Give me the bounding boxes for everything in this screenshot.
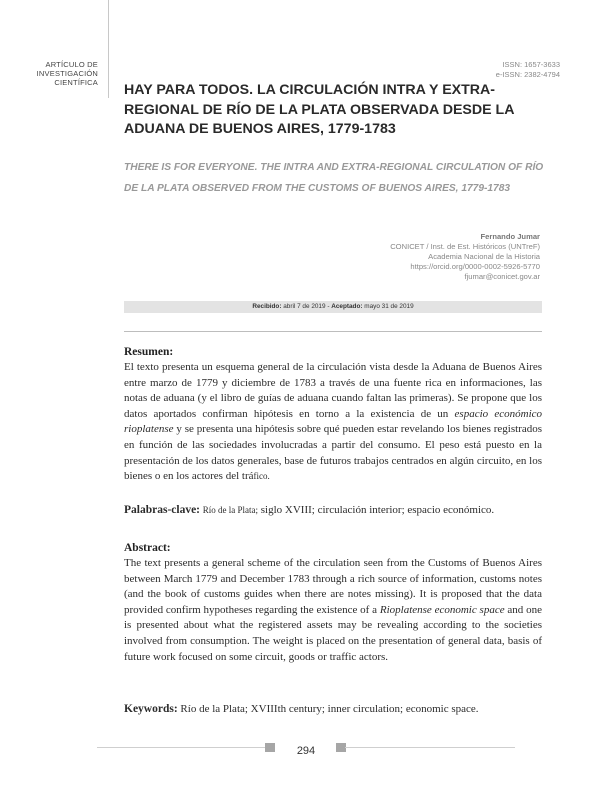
author-affiliation: Academia Nacional de la Historia bbox=[428, 252, 540, 261]
issn-block bbox=[496, 60, 560, 80]
palabras-clave-text: siglo XVIII; circulación interior; espacio económico. bbox=[258, 504, 495, 516]
keywords-label: Keywords: bbox=[124, 703, 178, 715]
author-orcid-link[interactable]: https://orcid.org/0000-0002-5926-5770 bbox=[410, 262, 540, 271]
abstract-heading: Abstract: bbox=[124, 542, 171, 554]
divider-rule bbox=[124, 331, 542, 332]
palabras-clave-first: Río de la Plata; bbox=[202, 505, 259, 515]
resumen-body bbox=[124, 360, 542, 485]
abstract-body bbox=[124, 556, 542, 665]
section-label-line: CIENTÍFICA bbox=[54, 78, 98, 87]
footer-rule-right bbox=[345, 747, 515, 748]
abstract-text: and one is presented about what the registered assets may be revealing according to the societies involved from consumption. The weight is placed on the presentation of general data, basis of future work focused on some circuit, goods or traffic actors. bbox=[124, 603, 542, 663]
author-affiliation: CONICET / Inst. de Est. Históricos (UNTreF) bbox=[390, 242, 540, 251]
resumen-italic-term: espacio económico rioplatense bbox=[124, 407, 543, 436]
received-label: Recibido: bbox=[252, 303, 282, 310]
section-label-line: INVESTIGACIÓN bbox=[36, 69, 98, 78]
footer-square-left bbox=[265, 743, 275, 752]
resumen-text: y se presenta una hipótesis sobre qué pueden estar revelando los bienes registrados en función de las sociedades involucradas a partir del consumo. El peso está puesto en la presentación de los datos generales, base de futuros trabajos centrados en algún circuito, en los bienes o en los actores del trá bbox=[124, 423, 542, 483]
eissn: e-ISSN: 2382-4794 bbox=[495, 70, 560, 79]
dates-separator: - bbox=[325, 303, 332, 310]
keywords-text: Río de la Plata; XVIIIth century; inner circulation; economic space. bbox=[177, 703, 479, 715]
section-label bbox=[8, 60, 98, 87]
abstract-text: The text presents a general scheme of the circulation seen from the Customs of Buenos Aires between March 1779 and December 1783 through a rich source of information, customs notes (and the book of customs guides when there are notes missing). It is proposed that the data provided confirm hypotheses regarding the existence of a bbox=[124, 557, 542, 616]
article-subtitle-english: THERE IS FOR EVERYONE. THE INTRA AND EXTRA-REGIONAL CIRCULATION OF RÍO DE LA PLATA OBSERVED FROM THE CUSTOMS OF BUENOS AIRES, 1779-1783 bbox=[124, 162, 544, 194]
author-block bbox=[390, 232, 540, 282]
footer-rule-left bbox=[97, 747, 267, 748]
resumen-text-end: fico. bbox=[253, 471, 270, 482]
resumen-heading: Resumen: bbox=[124, 346, 174, 358]
abstract-italic-term: Rioplatense economic space bbox=[379, 603, 505, 616]
issn: ISSN: 1657-3633 bbox=[502, 60, 560, 69]
header-vertical-rule bbox=[108, 0, 109, 98]
section-label-line: ARTÍCULO DE bbox=[45, 60, 98, 69]
accepted-label: Aceptado: bbox=[331, 303, 363, 310]
abstract-section bbox=[124, 541, 542, 665]
received-date: abril 7 de 2019 bbox=[283, 303, 326, 310]
dates-bar bbox=[124, 301, 542, 313]
palabras-clave bbox=[124, 503, 542, 518]
palabras-clave-label: Palabras-clave: bbox=[124, 504, 201, 516]
author-name: Fernando Jumar bbox=[480, 232, 540, 241]
accepted-date: mayo 31 de 2019 bbox=[364, 303, 414, 310]
resumen-section bbox=[124, 345, 542, 485]
keywords bbox=[124, 702, 542, 717]
resumen-text: El texto presenta un esquema general de la circulación vista desde la Aduana de Buenos Aires entre marzo de 1779 y diciembre de 1783 a través de una fuente rica en informaciones, las notas de aduana (y el libro de guías de aduana cuando faltan las primeras). Se propone que los datos aportados confirman hipótesis en torno a la existencia de un bbox=[124, 361, 542, 420]
author-email-link[interactable]: fjumar@conicet.gov.ar bbox=[464, 272, 540, 281]
page-number: 294 bbox=[296, 745, 316, 757]
article-title: HAY PARA TODOS. LA CIRCULACIÓN INTRA Y EXTRA-REGIONAL DE RÍO DE LA PLATA OBSERVADA DESDE LA ADUANA DE BUENOS AIRES, 1779-1783 bbox=[124, 82, 514, 137]
